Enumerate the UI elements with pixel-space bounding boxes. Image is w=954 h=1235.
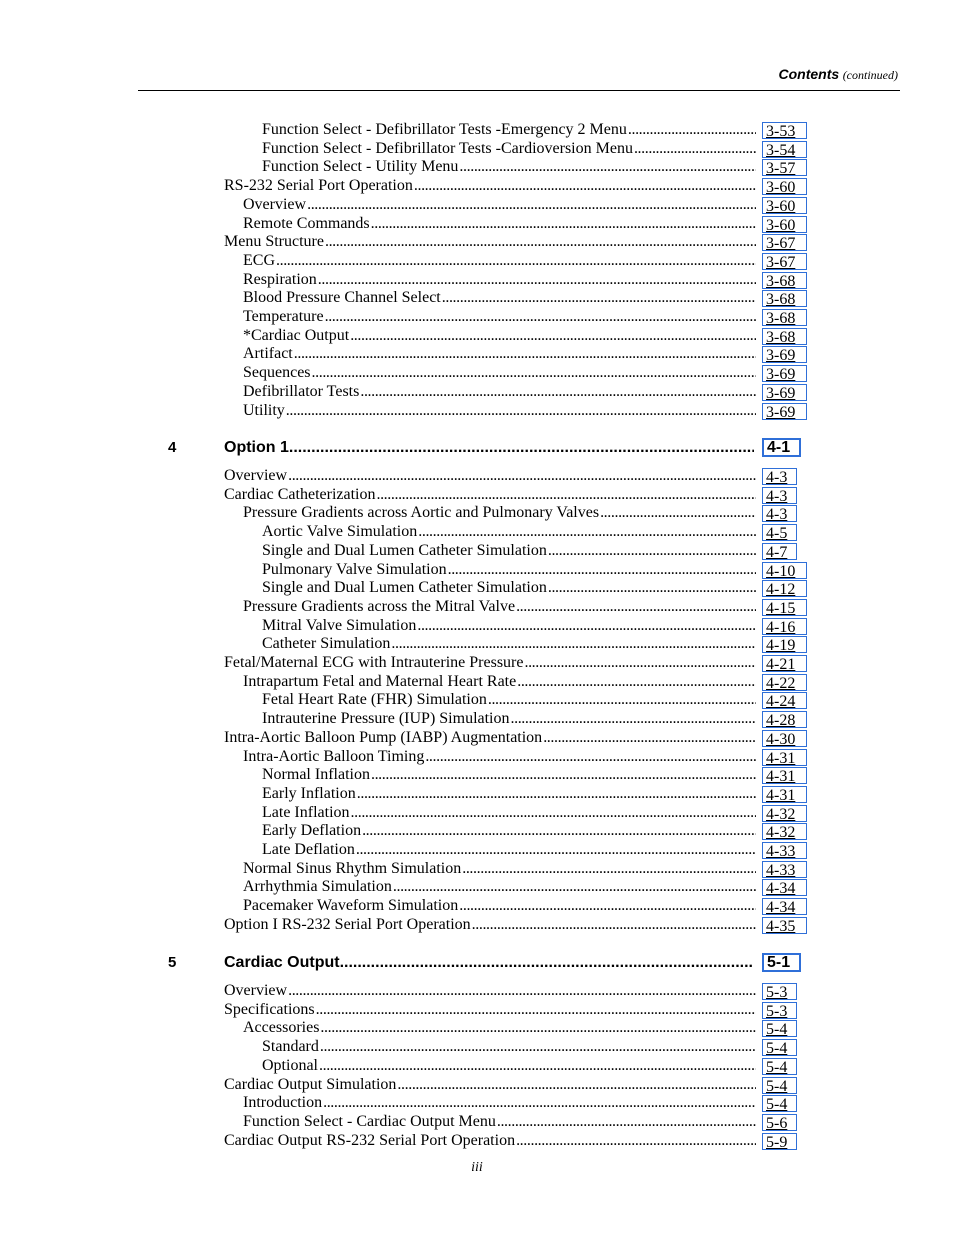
toc-entry[interactable] xyxy=(262,822,756,840)
toc-entry-title: Option I RS-232 Serial Port Operation xyxy=(224,916,471,933)
leader-dots xyxy=(448,561,756,579)
leader-dots xyxy=(517,673,756,691)
leader-dots xyxy=(276,252,756,270)
toc-entry[interactable] xyxy=(224,467,756,485)
toc-page-number: 4-5 xyxy=(766,525,788,542)
leader-dots xyxy=(497,1113,756,1131)
toc-entry-title: Overview xyxy=(224,467,288,484)
toc-page-number: 4-21 xyxy=(766,656,796,673)
toc-page-number: 4-3 xyxy=(766,469,788,486)
toc-entry[interactable] xyxy=(243,383,756,401)
toc-page-link[interactable] xyxy=(762,505,797,522)
toc-entry-title: Temperature xyxy=(243,308,324,325)
toc-page-link[interactable] xyxy=(762,898,807,915)
toc-entry[interactable] xyxy=(243,327,756,345)
toc-page-number: 3-67 xyxy=(766,254,796,271)
toc-page-link[interactable] xyxy=(762,122,807,139)
leader-dots xyxy=(371,215,756,233)
toc-page-number: 3-69 xyxy=(766,347,796,364)
leader-dots xyxy=(418,523,756,541)
toc-entry-title: Pressure Gradients across Aortic and Pulmonary Valves xyxy=(243,504,600,521)
toc-page-number: 4-10 xyxy=(766,563,796,580)
toc-entry-title: Cardiac Output RS-232 Serial Port Operation xyxy=(224,1132,516,1149)
leader-dots xyxy=(340,954,754,972)
toc-page-number: 5-4 xyxy=(766,1040,788,1057)
leader-dots xyxy=(288,467,756,485)
toc-page-number: 4-24 xyxy=(766,693,796,710)
toc-page-link[interactable] xyxy=(762,141,807,158)
toc-entry[interactable] xyxy=(262,1038,756,1056)
leader-dots xyxy=(516,1132,756,1150)
toc-entry-title: Standard xyxy=(262,1038,319,1055)
toc-entry[interactable] xyxy=(243,748,756,766)
toc-entry-title: Function Select - Utility Menu xyxy=(262,158,459,175)
toc-entry[interactable] xyxy=(224,729,756,747)
toc-page-link[interactable] xyxy=(762,1058,797,1075)
chapter-5-title-row[interactable] xyxy=(224,954,754,972)
leader-dots xyxy=(294,345,756,363)
leader-dots xyxy=(414,177,756,195)
leader-dots xyxy=(548,542,756,560)
toc-page-number: 4-28 xyxy=(766,712,796,729)
toc-entry-title: Optional xyxy=(262,1057,318,1074)
toc-page-number: 3-68 xyxy=(766,273,796,290)
toc-entry[interactable] xyxy=(224,1001,756,1019)
leader-dots xyxy=(417,617,756,635)
toc-page-link[interactable] xyxy=(762,365,807,382)
toc-entry-title: Fetal Heart Rate (FHR) Simulation xyxy=(262,691,487,708)
toc-entry[interactable] xyxy=(262,766,756,784)
toc-page-link[interactable] xyxy=(762,1095,797,1112)
toc-page-number: 5-4 xyxy=(766,1078,788,1095)
toc-entry[interactable] xyxy=(243,860,756,878)
toc-entry[interactable] xyxy=(243,878,756,896)
leader-dots xyxy=(316,1001,756,1019)
toc-page-number: 3-67 xyxy=(766,235,796,252)
toc-page-link[interactable] xyxy=(762,767,807,784)
chapter-5-page-link[interactable]: 5-1 xyxy=(762,953,801,972)
toc-page-link[interactable] xyxy=(762,1133,797,1150)
leader-dots xyxy=(472,916,756,934)
toc-entry[interactable] xyxy=(224,486,756,504)
toc-entry[interactable] xyxy=(243,364,756,382)
toc-entry[interactable] xyxy=(243,271,756,289)
toc-page-link[interactable] xyxy=(762,861,807,878)
leader-dots xyxy=(325,233,756,251)
toc-page-number: 3-68 xyxy=(766,310,796,327)
toc-page-link[interactable] xyxy=(762,711,807,728)
toc-entry[interactable] xyxy=(262,617,756,635)
toc-page-number: 3-60 xyxy=(766,179,796,196)
toc-page-number: 5-3 xyxy=(766,1003,788,1020)
toc-page-number: 3-68 xyxy=(766,291,796,308)
toc-page-number: 4-15 xyxy=(766,600,796,617)
toc-entry-title: Catheter Simulation xyxy=(262,635,391,652)
leader-dots xyxy=(288,982,756,1000)
toc-entry-title: Intrauterine Pressure (IUP) Simulation xyxy=(262,710,510,727)
toc-entry[interactable] xyxy=(243,289,756,307)
leader-dots xyxy=(286,402,756,420)
toc-page-link[interactable] xyxy=(762,487,797,504)
leader-dots xyxy=(357,785,756,803)
toc-entry-title: Mitral Valve Simulation xyxy=(262,617,417,634)
toc-page-number: 4-7 xyxy=(766,544,788,561)
toc-page-link[interactable] xyxy=(762,543,797,560)
toc-page-link[interactable] xyxy=(762,524,797,541)
toc-entry-title: Cardiac Catheterization xyxy=(224,486,376,503)
toc-page-number: 4-31 xyxy=(766,750,796,767)
leader-dots xyxy=(543,729,756,747)
leader-dots xyxy=(289,439,754,457)
toc-page-link[interactable] xyxy=(762,730,807,747)
toc-entry-title: Single and Dual Lumen Catheter Simulation xyxy=(262,579,547,596)
toc-entry-title: Late Inflation xyxy=(262,804,350,821)
toc-entry[interactable] xyxy=(243,252,756,270)
toc-entry-title: Pressure Gradients across the Mitral Valve xyxy=(243,598,516,615)
leader-dots xyxy=(319,1057,756,1075)
toc-page-link[interactable] xyxy=(762,580,807,597)
leader-dots xyxy=(459,158,756,176)
toc-page-link[interactable] xyxy=(762,655,807,672)
leader-dots xyxy=(462,860,756,878)
toc-entry-title: *Cardiac Output xyxy=(243,327,350,344)
toc-page-number: 4-34 xyxy=(766,899,796,916)
leader-dots xyxy=(628,121,756,139)
toc-page-number: 4-33 xyxy=(766,843,796,860)
leader-dots xyxy=(320,1038,756,1056)
leader-dots xyxy=(524,654,756,672)
toc-page-link[interactable] xyxy=(762,618,807,635)
toc-entry-title: Early Deflation xyxy=(262,822,362,839)
toc-page-number: 3-57 xyxy=(766,160,796,177)
toc-entry-title: Utility xyxy=(243,402,285,419)
toc-entry[interactable] xyxy=(243,673,756,691)
toc-entry-title: Artifact xyxy=(243,345,293,362)
toc-entry-title: Single and Dual Lumen Catheter Simulation xyxy=(262,542,547,559)
toc-page-number: 4-32 xyxy=(766,806,796,823)
toc-page-link[interactable] xyxy=(762,234,807,251)
toc-page-number: 3-69 xyxy=(766,385,796,402)
toc-entry[interactable] xyxy=(262,561,756,579)
toc-entry[interactable] xyxy=(243,598,756,616)
toc-page-link[interactable] xyxy=(762,216,807,233)
toc-page-number: 4-30 xyxy=(766,731,796,748)
leader-dots xyxy=(350,327,756,345)
toc-entry-title: Specifications xyxy=(224,1001,315,1018)
leader-dots xyxy=(307,196,756,214)
toc-entry-title: Sequences xyxy=(243,364,311,381)
toc-page-link[interactable] xyxy=(762,749,807,766)
toc-page-number: 4-19 xyxy=(766,637,796,654)
toc-entry-title: Aortic Valve Simulation xyxy=(262,523,418,540)
toc-page-number: 3-69 xyxy=(766,366,796,383)
toc-page-link[interactable] xyxy=(762,403,807,420)
leader-dots xyxy=(318,271,756,289)
toc-page-number: 4-33 xyxy=(766,862,796,879)
toc-page-link[interactable] xyxy=(762,805,807,822)
toc-entry-title: Menu Structure xyxy=(224,233,324,250)
toc-entry[interactable] xyxy=(243,215,756,233)
toc-entry[interactable] xyxy=(262,635,756,653)
toc-page-link[interactable] xyxy=(762,159,807,176)
toc-page-number: 5-4 xyxy=(766,1021,788,1038)
toc-entry-title: Intra-Aortic Balloon Pump (IABP) Augmentation xyxy=(224,729,543,746)
toc-page-number: 5-4 xyxy=(766,1059,788,1076)
toc-page-number: 3-53 xyxy=(766,123,796,140)
toc-page-link[interactable] xyxy=(762,1002,797,1019)
toc-entry[interactable] xyxy=(224,916,756,934)
toc-entry[interactable] xyxy=(262,691,756,709)
toc-entry-title: Respiration xyxy=(243,271,317,288)
toc-entry-title: Function Select - Defibrillator Tests -Emergency 2 Menu xyxy=(262,121,627,138)
toc-entry[interactable] xyxy=(243,897,756,915)
toc-entry[interactable] xyxy=(262,121,756,139)
toc-entry[interactable] xyxy=(262,710,756,728)
leader-dots xyxy=(351,804,756,822)
toc-entry[interactable] xyxy=(243,196,756,214)
toc-entry-title: Early Inflation xyxy=(262,785,356,802)
leader-dots xyxy=(391,635,756,653)
toc-entry[interactable] xyxy=(243,402,756,420)
toc-page-link[interactable] xyxy=(762,309,807,326)
toc-entry-title: ECG xyxy=(243,252,275,269)
toc-page-link[interactable] xyxy=(762,197,807,214)
toc-entry[interactable] xyxy=(243,1113,756,1131)
toc-page-link[interactable] xyxy=(762,692,807,709)
toc-entry-title: Remote Commands xyxy=(243,215,370,232)
toc-page-number: 4-3 xyxy=(766,488,788,505)
toc-entry-title: Accessories xyxy=(243,1019,320,1036)
leader-dots xyxy=(362,822,756,840)
leader-dots xyxy=(425,748,756,766)
toc-page-number: 3-60 xyxy=(766,217,796,234)
toc-entry-title: Normal Inflation xyxy=(262,766,370,783)
toc-entry-title: Normal Sinus Rhythm Simulation xyxy=(243,860,462,877)
toc-page-number: 4-35 xyxy=(766,918,796,935)
toc-entry-title: Intrapartum Fetal and Maternal Heart Rate xyxy=(243,673,517,690)
toc-entry[interactable] xyxy=(262,158,756,176)
toc-entry-title: Late Deflation xyxy=(262,841,355,858)
chapter-4-title: Option 1 xyxy=(224,439,289,456)
toc-entry[interactable] xyxy=(262,523,756,541)
toc-page-link[interactable] xyxy=(762,272,807,289)
toc-entry[interactable] xyxy=(224,982,756,1000)
toc-page-link[interactable] xyxy=(762,384,807,401)
toc-page-link[interactable] xyxy=(762,636,807,653)
toc-page-link[interactable] xyxy=(762,674,807,691)
toc-page-number: 4-31 xyxy=(766,787,796,804)
chapter-4-page-link[interactable]: 4-1 xyxy=(762,438,801,457)
toc-entry-title: Blood Pressure Channel Select xyxy=(243,289,441,306)
toc-page-link[interactable] xyxy=(762,786,807,803)
toc-entry[interactable] xyxy=(243,308,756,326)
toc-entry[interactable] xyxy=(262,579,756,597)
toc-page-link[interactable] xyxy=(762,468,797,485)
leader-dots xyxy=(511,710,757,728)
leader-dots xyxy=(600,504,756,522)
toc-entry-title: Introduction xyxy=(243,1094,323,1111)
toc-page-link[interactable] xyxy=(762,346,807,363)
toc-entry[interactable] xyxy=(224,177,756,195)
toc-entry[interactable] xyxy=(243,504,756,522)
toc-entry[interactable] xyxy=(243,1094,756,1112)
leader-dots xyxy=(360,383,756,401)
toc-entry[interactable] xyxy=(262,804,756,822)
toc-page-number: 3-54 xyxy=(766,142,796,159)
toc-entry-title: Defibrillator Tests xyxy=(243,383,360,400)
leader-dots xyxy=(548,579,756,597)
toc-entry[interactable] xyxy=(262,140,756,158)
leader-dots xyxy=(634,140,756,158)
chapter-5-title: Cardiac Output xyxy=(224,954,340,971)
toc-entry[interactable] xyxy=(243,1019,756,1037)
toc-page-link[interactable] xyxy=(762,917,807,934)
toc-entry-title: Function Select - Defibrillator Tests -Cardioversion Menu xyxy=(262,140,633,157)
toc-page-number: 4-16 xyxy=(766,619,796,636)
leader-dots xyxy=(442,289,756,307)
leader-dots xyxy=(459,897,756,915)
toc-entry-title: Pulmonary Valve Simulation xyxy=(262,561,447,578)
leader-dots xyxy=(356,841,756,859)
toc-page-number: 4-32 xyxy=(766,824,796,841)
page-number: iii xyxy=(471,1160,483,1175)
toc-page-link[interactable] xyxy=(762,178,807,195)
leader-dots xyxy=(397,1076,756,1094)
toc-page-link[interactable] xyxy=(762,562,807,579)
leader-dots xyxy=(325,308,756,326)
toc-entry-title: Overview xyxy=(243,196,307,213)
toc-entry-title: Pacemaker Waveform Simulation xyxy=(243,897,459,914)
toc-page-link[interactable] xyxy=(762,1077,797,1094)
toc-page-link[interactable] xyxy=(762,842,807,859)
toc-entry-title: Intra-Aortic Balloon Timing xyxy=(243,748,425,765)
toc-page-link[interactable] xyxy=(762,983,797,1000)
toc-page-link[interactable] xyxy=(762,823,807,840)
toc-page-number: 3-68 xyxy=(766,329,796,346)
chapter-4-number: 4 xyxy=(168,439,177,456)
toc-page-number: 4-34 xyxy=(766,880,796,897)
toc-page-number: 4-3 xyxy=(766,506,788,523)
toc-page-number: 5-4 xyxy=(766,1096,788,1113)
toc-page-number: 5-3 xyxy=(766,984,788,1001)
leader-dots xyxy=(371,766,756,784)
toc-page-link[interactable] xyxy=(762,1020,797,1037)
toc-page-link[interactable] xyxy=(762,253,807,270)
toc-entry[interactable] xyxy=(262,542,756,560)
toc-page-number: 5-6 xyxy=(766,1115,788,1132)
toc-page-link[interactable] xyxy=(762,599,807,616)
toc-entry-title: Cardiac Output Simulation xyxy=(224,1076,397,1093)
leader-dots xyxy=(312,364,756,382)
toc-page-link[interactable] xyxy=(762,290,807,307)
leader-dots xyxy=(376,486,756,504)
header-subtitle: (continued) xyxy=(842,68,898,82)
chapter-5-number: 5 xyxy=(168,954,177,971)
leader-dots xyxy=(488,691,756,709)
toc-page-number: 4-12 xyxy=(766,581,796,598)
toc-entry[interactable] xyxy=(262,785,756,803)
leader-dots xyxy=(323,1094,756,1112)
leader-dots xyxy=(320,1019,756,1037)
toc-entry[interactable] xyxy=(262,841,756,859)
toc-entry-title: Arrhythmia Simulation xyxy=(243,878,392,895)
toc-entry[interactable] xyxy=(243,345,756,363)
toc-page-number: 4-22 xyxy=(766,675,796,692)
toc-entry-title: RS-232 Serial Port Operation xyxy=(224,177,413,194)
toc-page-number: 3-69 xyxy=(766,404,796,421)
toc-page-link[interactable] xyxy=(762,879,807,896)
toc-page-number: 3-60 xyxy=(766,198,796,215)
chapter-4-title-row[interactable] xyxy=(224,439,754,457)
toc-entry[interactable] xyxy=(224,654,756,672)
toc-page-link[interactable] xyxy=(762,1039,797,1056)
header-title: Contents xyxy=(778,66,840,82)
toc-entry[interactable] xyxy=(224,233,756,251)
toc-page-link[interactable] xyxy=(762,1114,797,1131)
toc-entry[interactable] xyxy=(224,1076,756,1094)
toc-page-number: 4-31 xyxy=(766,768,796,785)
toc-entry-title: Overview xyxy=(224,982,288,999)
leader-dots xyxy=(393,878,756,896)
toc-entry-title: Function Select - Cardiac Output Menu xyxy=(243,1113,496,1130)
toc-entry[interactable] xyxy=(224,1132,756,1150)
toc-entry[interactable] xyxy=(262,1057,756,1075)
leader-dots xyxy=(516,598,756,616)
toc-page-number: 5-9 xyxy=(766,1134,788,1151)
toc-page-link[interactable] xyxy=(762,328,807,345)
toc-entry-title: Fetal/Maternal ECG with Intrauterine Pressure xyxy=(224,654,524,671)
